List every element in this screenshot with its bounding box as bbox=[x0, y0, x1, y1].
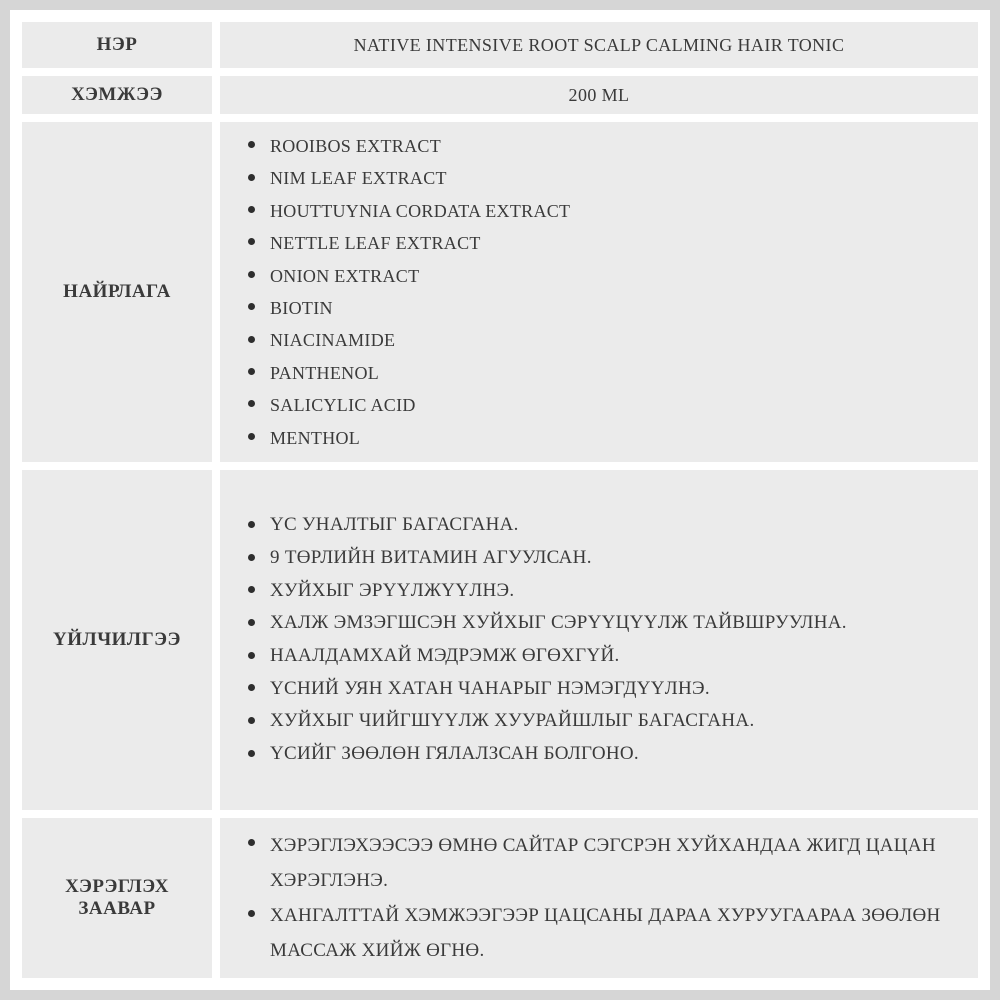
list-item: ONION EXTRACT bbox=[246, 260, 570, 292]
list-item: PANTHENOL bbox=[246, 357, 570, 389]
list-item: ҮС УНАЛТЫГ БАГАСГАНА. bbox=[246, 509, 847, 542]
product-size-text: 200 ML bbox=[568, 84, 630, 105]
list-item: ХАНГАЛТТАЙ ХЭМЖЭЭГЭЭР ЦАЦСАНЫ ДАРАА ХУРУУГААРАА ЗӨӨЛӨН МАССАЖ ХИЙЖ ӨГНӨ. bbox=[246, 898, 960, 968]
list-item: ROOIBOS EXTRACT bbox=[246, 130, 570, 162]
row-name-header bbox=[22, 22, 212, 68]
row-name-header-label: НЭР bbox=[96, 34, 138, 55]
list-item: NETTLE LEAF EXTRACT bbox=[246, 227, 570, 259]
effects-list bbox=[246, 509, 847, 770]
row-usage-value bbox=[220, 818, 978, 978]
row-effects-value bbox=[220, 470, 978, 810]
row-usage-header-label: ХЭРЭГЛЭХ ЗААВАР bbox=[65, 876, 169, 919]
list-item: 9 ТӨРЛИЙН ВИТАМИН АГУУЛСАН. bbox=[246, 542, 847, 575]
product-spec-table bbox=[22, 22, 978, 978]
product-name-text: NATIVE INTENSIVE ROOT SCALP CALMING HAIR TONIC bbox=[353, 34, 845, 55]
list-item: BIOTIN bbox=[246, 292, 570, 324]
row-ingredients-header-label: НАЙРЛАГА bbox=[63, 281, 171, 302]
list-item: NIM LEAF EXTRACT bbox=[246, 162, 570, 194]
list-item: NIACINAMIDE bbox=[246, 324, 570, 356]
row-size-header bbox=[22, 76, 212, 114]
list-item: ҮСНИЙ УЯН ХАТАН ЧАНАРЫГ НЭМЭГДҮҮЛНЭ. bbox=[246, 673, 847, 706]
list-item: ХУЙХЫГ ЧИЙГШҮҮЛЖ ХУУРАЙШЛЫГ БАГАСГАНА. bbox=[246, 705, 847, 738]
list-item: ХУЙХЫГ ЭРҮҮЛЖҮҮЛНЭ. bbox=[246, 575, 847, 608]
row-name-value bbox=[220, 22, 978, 68]
list-item: НААЛДАМХАЙ МЭДРЭМЖ ӨГӨХГҮЙ. bbox=[246, 640, 847, 673]
row-ingredients-value bbox=[220, 122, 978, 462]
list-item: SALICYLIC ACID bbox=[246, 389, 570, 421]
list-item: MENTHOL bbox=[246, 422, 570, 454]
row-usage-header bbox=[22, 818, 212, 978]
row-effects-header-label: ҮЙЛЧИЛГЭЭ bbox=[53, 629, 181, 650]
row-size-header-label: ХЭМЖЭЭ bbox=[71, 84, 163, 105]
ingredients-list bbox=[246, 130, 570, 454]
usage-list bbox=[246, 828, 960, 969]
list-item: HOUTTUYNIA CORDATA EXTRACT bbox=[246, 195, 570, 227]
row-size-value bbox=[220, 76, 978, 114]
row-ingredients-header bbox=[22, 122, 212, 462]
list-item: ХЭРЭГЛЭХЭЭСЭЭ ӨМНӨ САЙТАР СЭГСРЭН ХУЙХАНДАА ЖИГД ЦАЦАН ХЭРЭГЛЭНЭ. bbox=[246, 828, 960, 898]
row-effects-header bbox=[22, 470, 212, 810]
list-item: ҮСИЙГ ЗӨӨЛӨН ГЯЛАЛЗСАН БОЛГОНО. bbox=[246, 738, 847, 771]
list-item: ХАЛЖ ЭМЗЭГШСЭН ХУЙХЫГ СЭРҮҮЦҮҮЛЖ ТАЙВШРУУЛНА. bbox=[246, 607, 847, 640]
